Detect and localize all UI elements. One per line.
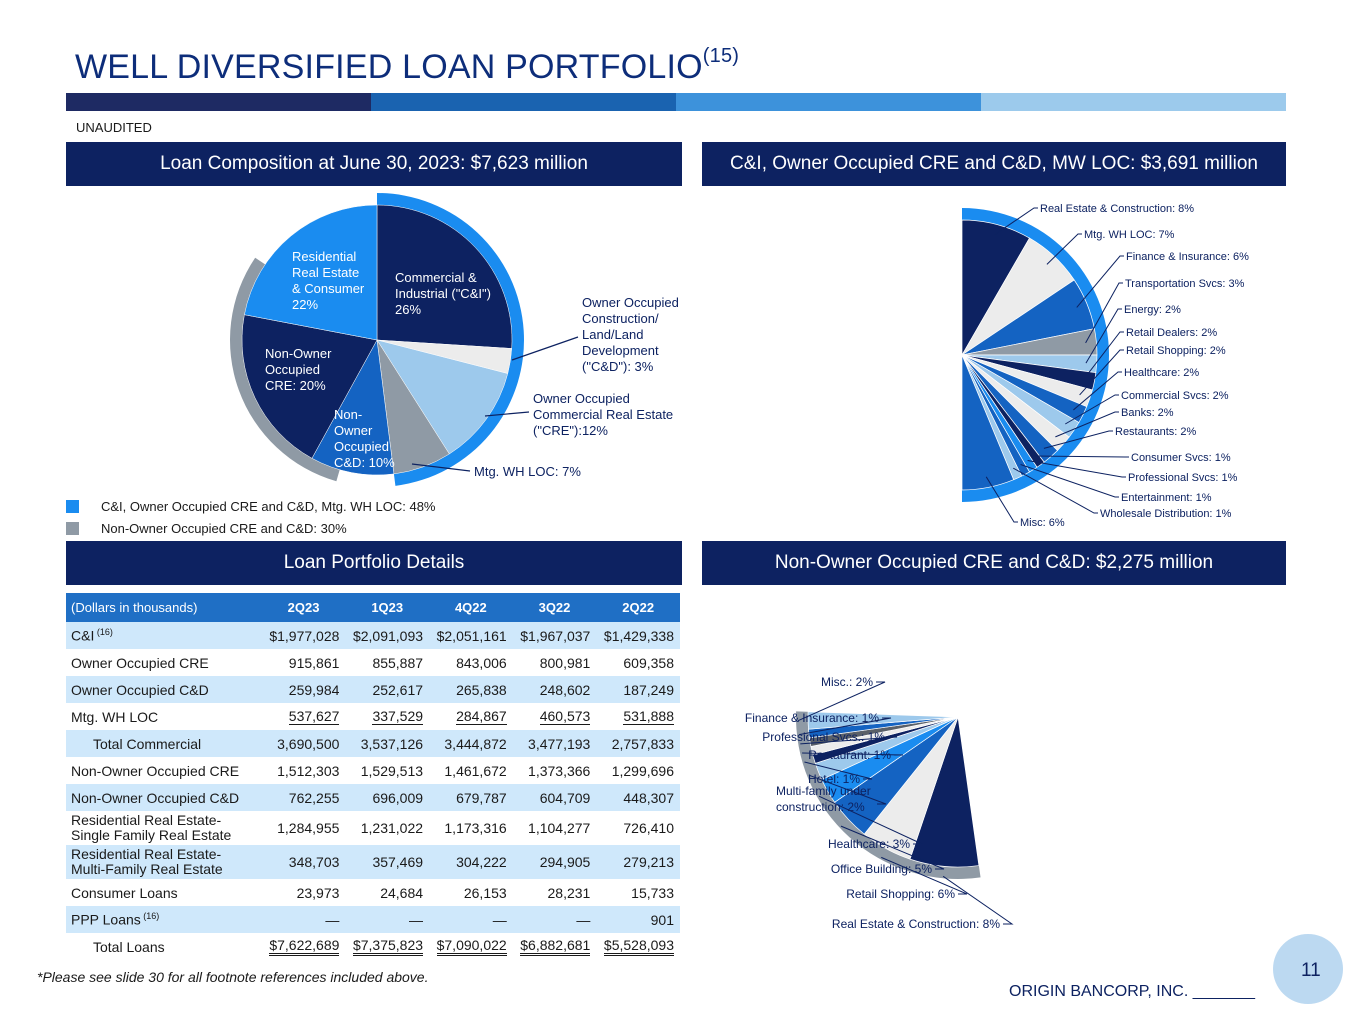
composition-panel-header: Loan Composition at June 30, 2023: $7,623 million	[66, 142, 682, 186]
ci-pie-chart	[700, 190, 1300, 540]
row-label: Non-Owner Occupied C&D	[66, 784, 262, 811]
table-cell: —	[345, 906, 429, 933]
slice-label: Consumer Svcs: 1%	[1131, 452, 1231, 464]
slice-label: Mtg. WH LOC: 7%	[1084, 229, 1175, 241]
legend-swatch	[66, 522, 79, 535]
row-label: Consumer Loans	[71, 884, 178, 901]
table-cell: 348,703	[262, 845, 346, 879]
table-cell: 1,461,672	[444, 762, 507, 779]
table-cell: 3,690,500	[262, 730, 346, 757]
slice-label: Restaurant: 1%	[808, 748, 891, 762]
slice-label: Retail Shopping: 2%	[1126, 345, 1226, 357]
table-cell: 3,444,872	[429, 730, 513, 757]
table-cell: $1,977,028	[262, 622, 346, 649]
table-row	[66, 757, 680, 784]
table-cell: $7,375,823	[345, 933, 429, 960]
table-row	[66, 879, 680, 906]
table-cell: 248,602	[513, 676, 597, 703]
footnote: *Please see slide 30 for all footnote references included above.	[37, 969, 429, 985]
table-row	[66, 649, 680, 676]
table-row	[66, 676, 680, 703]
label-mtg-wh: Mtg. WH LOC: 7%	[474, 464, 581, 479]
row-label: C&I $^{(16)}$	[66, 622, 262, 649]
table-cell: 265,838	[429, 676, 513, 703]
table-cell: —	[429, 906, 513, 933]
strip-segment	[676, 93, 981, 111]
page-number-badge	[1273, 934, 1343, 1004]
table-cell: 915,861	[288, 654, 340, 671]
table-cell: 357,469	[345, 845, 429, 879]
table-cell: $6,882,681	[513, 933, 597, 960]
table-cell: 855,887	[372, 654, 424, 671]
slice-label: Commercial Svcs: 2%	[1121, 390, 1229, 402]
row-label: Residential Real Estate- Multi-Family Real Estate	[66, 845, 262, 879]
table-cell: —	[513, 906, 597, 933]
legend-label: C&I, Owner Occupied CRE and C&D, Mtg. WH LOC: 48%	[101, 499, 436, 514]
slice-label: Hotel: 1%	[807, 772, 860, 786]
table-cell: 28,231	[547, 884, 591, 901]
slice-label: Multi-family under construction: 2%	[776, 784, 871, 814]
row-label: Non-Owner Occupied CRE	[71, 762, 240, 779]
slice-label: Finance & Insurance: 1%	[744, 711, 879, 725]
legend-swatch	[66, 500, 79, 513]
label-ci: Commercial & Industrial ("C&I") 26%	[395, 270, 491, 317]
table-cell: 23,973	[296, 884, 340, 901]
table-cell: $5,528,093	[596, 933, 680, 960]
slice-label: Restaurants: 2%	[1115, 426, 1197, 438]
table-cell: 337,529	[372, 708, 424, 724]
table-header-row	[66, 593, 680, 622]
table-cell: 1,373,366	[528, 762, 591, 779]
slice-label: Transportation Svcs: 3%	[1125, 278, 1245, 290]
table-cell: 609,358	[623, 654, 674, 671]
slice-label: Entertainment: 1%	[1121, 492, 1212, 504]
table-cell: $1,429,338	[596, 622, 680, 649]
slice-label: Energy: 2%	[1124, 304, 1181, 316]
table-cell: 252,617	[345, 676, 429, 703]
composition-pie-chart	[0, 0, 700, 540]
table-row	[66, 933, 680, 960]
table-cell: 1,231,022	[360, 819, 424, 836]
legend-label: Non-Owner Occupied CRE and C&D: 30%	[101, 521, 347, 536]
table-cell: 15,733	[631, 884, 674, 901]
table-cell: 604,709	[513, 784, 597, 811]
slice-label: Office Building: 5%	[830, 862, 932, 876]
table-cell: 26,153	[463, 884, 507, 901]
label-oo-cre: Owner Occupied Commercial Real Estate ("CRE"):12%	[533, 391, 674, 438]
table-cell: 531,888	[623, 708, 674, 724]
table-cell: 3,477,193	[513, 730, 597, 757]
table-cell: 24,684	[380, 884, 424, 901]
table-cell: 901	[596, 906, 680, 933]
table-cell: 3,537,126	[345, 730, 429, 757]
label-noo-cd: Non-Owner Occupied C&D: 10%	[334, 407, 395, 470]
unaudited-label: UNAUDITED	[76, 120, 152, 135]
table-cell: 279,213	[596, 845, 680, 879]
slice-label: Retail Dealers: 2%	[1126, 327, 1218, 339]
table-cell: 696,009	[345, 784, 429, 811]
slice-label: Professional Svcs.: 1%	[762, 730, 885, 744]
company-name: ORIGIN BANCORP, INC. _______	[1009, 983, 1256, 1000]
table-cell: 1,284,955	[277, 819, 340, 836]
slice-label: Professional Svcs: 1%	[1128, 472, 1238, 484]
table-cell: $7,090,022	[429, 933, 513, 960]
label-residential: Residential Real Estate & Consumer 22%	[292, 249, 365, 312]
row-label: Mtg. WH LOC	[71, 708, 159, 725]
page-number: 11	[1301, 960, 1321, 981]
loan-details-table	[66, 593, 680, 960]
row-label: Owner Occupied CRE	[71, 654, 209, 671]
table-header-cell: (Dollars in thousands)	[66, 593, 262, 622]
slice-label: Healthcare: 2%	[1124, 367, 1200, 379]
table-cell: 304,222	[429, 845, 513, 879]
noo-panel-header: Non-Owner Occupied CRE and C&D: $2,275 million	[702, 541, 1286, 585]
row-label: Total Loans	[93, 938, 165, 955]
table-cell: —	[262, 906, 346, 933]
table-cell: 843,006	[456, 654, 507, 671]
slice-label: Real Estate & Construction: 8%	[831, 917, 1000, 931]
slice-label: Banks: 2%	[1121, 407, 1174, 419]
table-row	[66, 906, 680, 933]
table-cell: $7,622,689	[262, 933, 346, 960]
slice-label: Healthcare: 3%	[827, 837, 910, 851]
table-cell: 537,627	[288, 708, 340, 724]
slice-label: Finance & Insurance: 6%	[1126, 251, 1249, 263]
table-cell: $1,967,037	[513, 622, 597, 649]
table-row	[66, 703, 680, 730]
table-cell: 448,307	[596, 784, 680, 811]
table-cell: 460,573	[539, 708, 591, 724]
table-cell: $2,091,093	[345, 622, 429, 649]
table-header-cell: 2Q23	[262, 593, 346, 622]
table-cell: 762,255	[262, 784, 346, 811]
table-cell: 259,984	[262, 676, 346, 703]
legend-item	[66, 499, 436, 514]
table-cell: 2,757,833	[596, 730, 680, 757]
table-header-cell: 4Q22	[429, 593, 513, 622]
row-label: Residential Real Estate- Single Family Real Estate	[71, 812, 232, 843]
ci-panel-header: C&I, Owner Occupied CRE and C&D, MW LOC: $3,691 million	[702, 142, 1286, 186]
table-cell: 284,867	[456, 708, 507, 724]
table-cell: 1,173,316	[444, 819, 507, 836]
table-row	[66, 811, 680, 845]
table-header-cell: 3Q22	[513, 593, 597, 622]
page-title: WELL DIVERSIFIED LOAN PORTFOLIO$^{(15)}$	[75, 44, 740, 86]
table-cell: $2,051,161	[429, 622, 513, 649]
row-label: Owner Occupied C&D	[66, 676, 262, 703]
slice-label: Wholesale Distribution: 1%	[1100, 508, 1232, 520]
table-cell: 1,512,303	[277, 762, 340, 779]
slice-label: Misc.: 2%	[820, 675, 873, 689]
table-cell: 726,410	[623, 819, 674, 836]
table-row	[66, 622, 680, 649]
row-label: Total Commercial	[66, 730, 262, 757]
noo-pie-chart	[700, 660, 1300, 950]
table-cell: 800,981	[539, 654, 591, 671]
table-cell: 1,529,513	[360, 762, 424, 779]
slice-label: Retail Shopping: 6%	[846, 887, 955, 901]
callout-line	[1013, 468, 1098, 513]
label-noo-cre: Non-Owner Occupied CRE: 20%	[265, 346, 332, 393]
table-cell: 1,104,277	[528, 819, 591, 836]
row-label: PPP Loans $^{(16)}$	[66, 906, 262, 933]
table-header-cell: 2Q22	[596, 593, 680, 622]
table-row	[66, 784, 680, 811]
strip-segment	[981, 93, 1286, 111]
table-cell: 679,787	[429, 784, 513, 811]
label-oo-cd: Owner Occupied Construction/ Land/Land Development ("C&D"): 3%	[582, 295, 679, 374]
slice-label: Misc: 6%	[1020, 517, 1065, 529]
table-cell: 1,299,696	[611, 762, 674, 779]
legend-item	[66, 521, 347, 536]
details-panel-header: Loan Portfolio Details	[66, 541, 682, 585]
table-cell: 294,905	[513, 845, 597, 879]
table-header-cell: 1Q23	[345, 593, 429, 622]
table-row	[66, 730, 680, 757]
table-row	[66, 845, 680, 879]
table-cell: 187,249	[596, 676, 680, 703]
slice-label: Real Estate & Construction: 8%	[1040, 203, 1195, 215]
